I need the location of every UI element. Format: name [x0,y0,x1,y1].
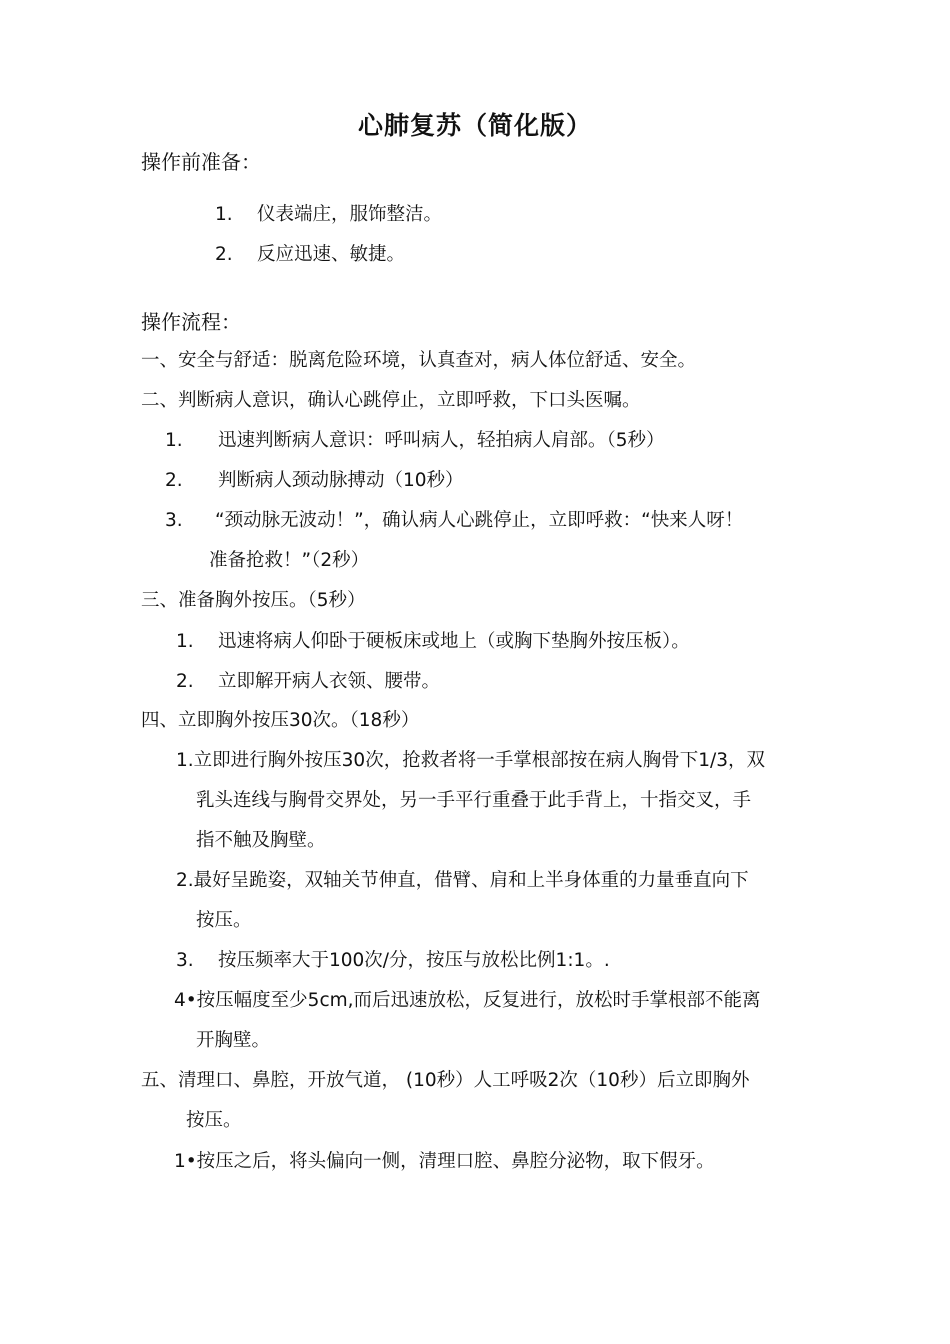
item-text: 迅速将病人仰卧于硬板床或地上（或胸下垫胸外按压板）。 [218,631,690,652]
section-2-item [165,428,665,454]
section-2-item [165,468,464,494]
section-2-item-continued: 准备抢救！”（2秒） [209,550,370,571]
item-number: 1. [165,430,183,451]
prep-item [215,242,405,268]
section-4-item-1-continued: 指不触及胸壁。 [196,830,326,851]
flow-heading: 操作流程： [141,310,241,334]
section-5-continued: 按压。 [186,1110,242,1131]
item-text: 立即解开病人衣领、腰带。 [218,671,441,692]
section-4-item-2: 2.最好呈跪姿，双轴关节伸直，借臂、肩和上半身体重的力量垂直向下 [176,870,749,891]
item-text: 迅速判断病人意识：呼叫病人，轻拍病人肩部。（5秒） [218,430,665,451]
item-text: 反应迅速、敏捷。 [257,244,406,265]
section-4-item-4: 4•按压幅度至少5cm,而后迅速放松，反复进行，放松时手掌根部不能离 [174,990,761,1011]
prep-heading: 操作前准备： [141,150,261,174]
section-4-item-3 [176,948,610,974]
section-3: 三、准备胸外按压。（5秒） [141,590,366,611]
section-5-item-1: 1•按压之后，将头偏向一侧，清理口腔、鼻腔分泌物，取下假牙。 [174,1151,715,1172]
item-number: 1. [176,631,194,652]
document-title: 心肺复苏（简化版） [357,111,592,140]
section-3-item [176,669,440,695]
item-number: 2. [176,671,194,692]
prep-item [215,202,442,228]
item-text: 判断病人颈动脉搏动（10秒） [218,470,464,491]
item-number: 1. [215,204,233,225]
section-1: 一、安全与舒适：脱离危险环境，认真查对，病人体位舒适、安全。 [141,350,697,371]
section-2-item [165,508,743,534]
section-2: 二、判断病人意识，确认心跳停止，立即呼救，下口头医嘱。 [141,390,641,411]
item-number: 2. [165,470,183,491]
section-5: 五、清理口、鼻腔，开放气道， (10秒）人工呼吸2次（10秒）后立即胸外 [141,1070,750,1091]
item-number: 3. [165,510,183,531]
section-4: 四、立即胸外按压30次。（18秒） [141,710,420,731]
item-number: 3. [176,950,194,971]
item-text: “颈动脉无波动！”，确认病人心跳停止，立即呼救：“快来人呀！ [215,510,744,531]
item-text: 仪表端庄，服饰整洁。 [257,204,443,225]
section-3-item [176,629,690,655]
section-4-item-4-continued: 开胸壁。 [196,1030,271,1051]
item-text: 按压频率大于100次/分，按压与放松比例1:1。. [218,950,610,971]
section-4-item-1: 1.立即进行胸外按压30次，抢救者将一手掌根部按在病人胸骨下1/3，双 [176,750,765,771]
section-4-item-2-continued: 按压。 [196,910,252,931]
item-number: 2. [215,244,233,265]
section-4-item-1-continued: 乳头连线与胸骨交界处，另一手平行重叠于此手背上，十指交叉，手 [196,790,752,811]
